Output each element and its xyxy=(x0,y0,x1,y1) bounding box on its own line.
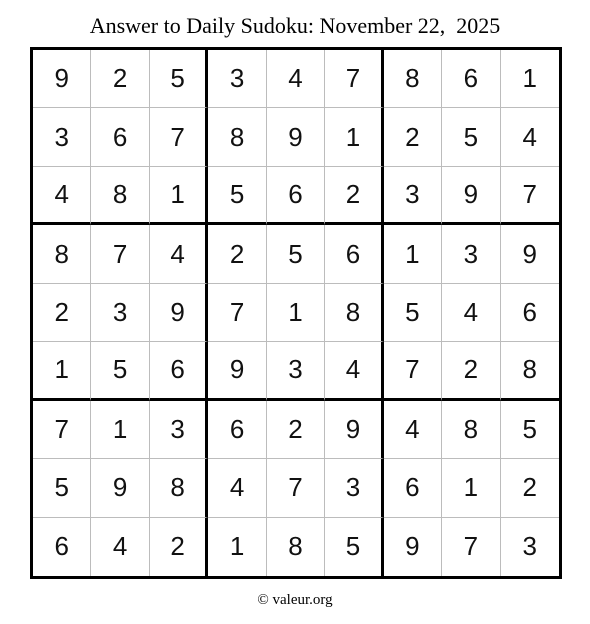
sudoku-cell-r1-c9[interactable]: 1 xyxy=(501,50,559,108)
sudoku-cell-r8-c9[interactable]: 2 xyxy=(501,459,559,517)
sudoku-cell-r8-c1[interactable]: 5 xyxy=(33,459,91,517)
sudoku-cell-r2-c5[interactable]: 9 xyxy=(267,108,325,166)
sudoku-cell-r7-c6[interactable]: 9 xyxy=(325,401,383,459)
sudoku-cell-r2-c4[interactable]: 8 xyxy=(208,108,266,166)
sudoku-cell-r2-c8[interactable]: 5 xyxy=(442,108,500,166)
sudoku-cell-r3-c1[interactable]: 4 xyxy=(33,167,91,225)
sudoku-cell-r5-c6[interactable]: 8 xyxy=(325,284,383,342)
sudoku-cell-r5-c8[interactable]: 4 xyxy=(442,284,500,342)
sudoku-cell-r1-c4[interactable]: 3 xyxy=(208,50,266,108)
sudoku-cell-r7-c8[interactable]: 8 xyxy=(442,401,500,459)
sudoku-board xyxy=(30,47,562,579)
sudoku-cell-r4-c2[interactable]: 7 xyxy=(91,225,149,283)
sudoku-cell-r5-c1[interactable]: 2 xyxy=(33,284,91,342)
sudoku-cell-r1-c5[interactable]: 4 xyxy=(267,50,325,108)
sudoku-cell-r9-c7[interactable]: 9 xyxy=(384,518,442,576)
sudoku-cell-r2-c3[interactable]: 7 xyxy=(150,108,208,166)
sudoku-cell-r5-c4[interactable]: 7 xyxy=(208,284,266,342)
sudoku-cell-r7-c9[interactable]: 5 xyxy=(501,401,559,459)
sudoku-cell-r4-c7[interactable]: 1 xyxy=(384,225,442,283)
sudoku-cell-r9-c9[interactable]: 3 xyxy=(522,531,537,562)
sudoku-cell-r4-c3[interactable]: 4 xyxy=(150,225,208,283)
sudoku-cell-r4-c9[interactable]: 9 xyxy=(501,225,559,283)
sudoku-cell-r6-c5[interactable]: 3 xyxy=(267,342,325,400)
sudoku-cell-r4-c8[interactable]: 3 xyxy=(442,225,500,283)
sudoku-cell-r2-c1[interactable]: 3 xyxy=(33,108,91,166)
sudoku-cell-r6-c1[interactable]: 1 xyxy=(33,342,91,400)
sudoku-cell-r6-c6[interactable]: 4 xyxy=(325,342,383,400)
sudoku-cell-r1-c6[interactable]: 7 xyxy=(325,50,383,108)
sudoku-cell-r3-c6[interactable]: 2 xyxy=(325,167,383,225)
sudoku-cell-r7-c2[interactable]: 1 xyxy=(91,401,149,459)
sudoku-cell-r3-c9[interactable]: 7 xyxy=(501,167,559,225)
sudoku-cell-r9-c5[interactable]: 8 xyxy=(267,518,325,576)
sudoku-cell-r4-c4[interactable]: 2 xyxy=(208,225,266,283)
sudoku-cell-r6-c9[interactable]: 8 xyxy=(501,342,559,400)
sudoku-cell-r9-c6[interactable]: 5 xyxy=(325,518,383,576)
sudoku-cell-r9-c1[interactable]: 6 xyxy=(33,518,91,576)
sudoku-cell-r1-c3[interactable]: 5 xyxy=(150,50,208,108)
sudoku-cell-r9-c4[interactable]: 1 xyxy=(208,518,266,576)
sudoku-cell-r3-c8[interactable]: 9 xyxy=(442,167,500,225)
sudoku-cell-r8-c6[interactable]: 3 xyxy=(325,459,383,517)
sudoku-cell-r1-c8[interactable]: 6 xyxy=(442,50,500,108)
sudoku-cell-r8-c2[interactable]: 9 xyxy=(91,459,149,517)
sudoku-cell-r8-c8[interactable]: 1 xyxy=(442,459,500,517)
copyright-footer: © valeur.org xyxy=(257,592,333,608)
sudoku-cell-r3-c4[interactable]: 5 xyxy=(208,167,266,225)
sudoku-cell-r2-c9[interactable]: 4 xyxy=(501,108,559,166)
sudoku-cell-r7-c7[interactable]: 4 xyxy=(384,401,442,459)
sudoku-cell-r5-c7[interactable]: 5 xyxy=(384,284,442,342)
sudoku-cell-r2-c6[interactable]: 1 xyxy=(325,108,383,166)
sudoku-cell-r4-c1[interactable]: 8 xyxy=(33,225,91,283)
sudoku-cell-r7-c3[interactable]: 3 xyxy=(150,401,208,459)
sudoku-cell-r5-c3[interactable]: 9 xyxy=(150,284,208,342)
sudoku-cell-r6-c7[interactable]: 7 xyxy=(384,342,442,400)
sudoku-cell-r6-c8[interactable]: 2 xyxy=(442,342,500,400)
sudoku-cell-r6-c3[interactable]: 6 xyxy=(150,342,208,400)
sudoku-cell-r1-c1[interactable]: 9 xyxy=(33,50,91,108)
sudoku-cell-r7-c1[interactable]: 7 xyxy=(33,401,91,459)
sudoku-cell-r9-c8[interactable]: 7 xyxy=(442,518,500,576)
sudoku-cell-r6-c2[interactable]: 5 xyxy=(91,342,149,400)
sudoku-cell-r5-c2[interactable]: 3 xyxy=(91,284,149,342)
sudoku-cell-r3-c5[interactable]: 6 xyxy=(267,167,325,225)
sudoku-cell-r5-c9[interactable]: 6 xyxy=(501,284,559,342)
sudoku-cell-r6-c4[interactable]: 9 xyxy=(208,342,266,400)
sudoku-cell-r3-c3[interactable]: 1 xyxy=(150,167,208,225)
sudoku-cell-r3-c2[interactable]: 8 xyxy=(91,167,149,225)
sudoku-cell-r2-c7[interactable]: 2 xyxy=(384,108,442,166)
sudoku-cell-r9-c3[interactable]: 2 xyxy=(150,518,208,576)
sudoku-cell-r7-c4[interactable]: 6 xyxy=(208,401,266,459)
sudoku-cell-r3-c7[interactable]: 3 xyxy=(384,167,442,225)
sudoku-cell-r7-c5[interactable]: 2 xyxy=(267,401,325,459)
sudoku-cell-r4-c6[interactable]: 6 xyxy=(325,225,383,283)
sudoku-cell-r8-c3[interactable]: 8 xyxy=(150,459,208,517)
sudoku-cell-r5-c5[interactable]: 1 xyxy=(267,284,325,342)
sudoku-cell-r8-c5[interactable]: 7 xyxy=(267,459,325,517)
sudoku-cell-r8-c4[interactable]: 4 xyxy=(208,459,266,517)
sudoku-cell-r1-c2[interactable]: 2 xyxy=(91,50,149,108)
sudoku-cell-r1-c7[interactable]: 8 xyxy=(384,50,442,108)
puzzle-title: Answer to Daily Sudoku: November 22, 2025 xyxy=(89,13,501,38)
sudoku-cell-r4-c5[interactable]: 5 xyxy=(267,225,325,283)
sudoku-cell-r8-c7[interactable]: 6 xyxy=(384,459,442,517)
sudoku-cell-r9-c2[interactable]: 4 xyxy=(91,518,149,576)
sudoku-cell-r2-c2[interactable]: 6 xyxy=(91,108,149,166)
